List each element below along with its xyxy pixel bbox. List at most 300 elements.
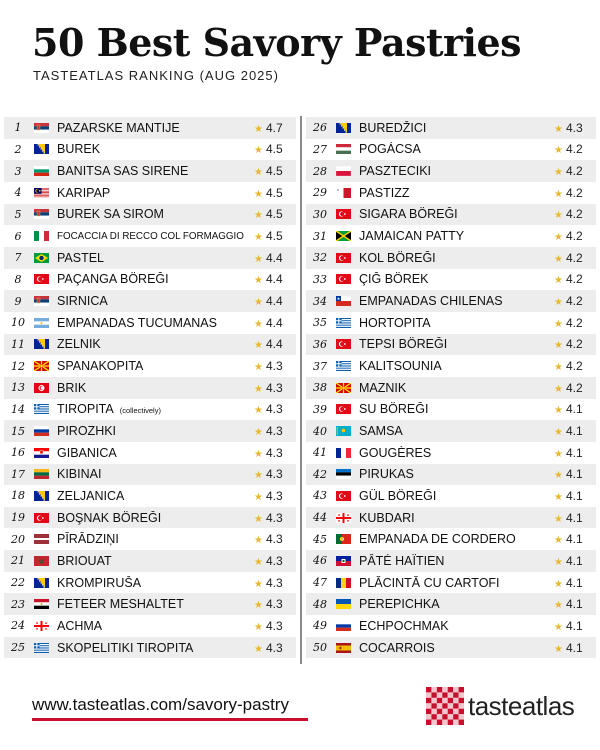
ranking-row[interactable] (306, 550, 596, 572)
rating-value: 4.3 (265, 424, 283, 439)
rank-number: 29 (313, 186, 327, 200)
ranking-row[interactable] (4, 139, 296, 161)
rating (554, 121, 596, 135)
pastry-name[interactable] (359, 207, 554, 221)
rank-number: 33 (313, 272, 327, 286)
greece-flag-icon (34, 404, 49, 414)
rank-number: 1 (14, 121, 22, 135)
rating (254, 142, 296, 156)
star-icon: ★ (554, 362, 563, 374)
bosnia-flag-icon (34, 339, 49, 349)
star-icon: ★ (554, 535, 563, 547)
star-icon: ★ (254, 188, 263, 200)
rank-number: 32 (313, 251, 327, 265)
rating (554, 186, 596, 200)
serbia-flag-icon (34, 123, 49, 133)
ranking-row[interactable] (4, 442, 296, 464)
rating-value: 4.2 (565, 250, 583, 265)
ranking-row[interactable] (306, 528, 596, 550)
ranking-row[interactable] (4, 377, 296, 399)
pastry-name[interactable] (359, 121, 554, 135)
ranking-row[interactable] (4, 550, 296, 572)
pastry-name-text: KROMPIRUŠA (57, 575, 142, 590)
ranking-row[interactable] (306, 442, 596, 464)
rank-number: 49 (313, 619, 327, 633)
rating-value: 4.3 (265, 488, 283, 503)
pastry-name-text: BUREK (57, 142, 101, 157)
pastry-name-text: JAMAICAN PATTY (359, 229, 465, 244)
pastry-name[interactable] (359, 489, 554, 503)
pastry-name[interactable] (57, 554, 254, 568)
pastry-name[interactable] (57, 619, 254, 633)
pastry-name[interactable] (57, 121, 254, 135)
rating-value: 4.4 (265, 250, 283, 265)
hungary-flag-icon (336, 144, 351, 154)
rating (554, 554, 596, 568)
rating (554, 359, 596, 373)
turkey-flag-icon (336, 274, 351, 284)
ranking-row[interactable] (306, 377, 596, 399)
star-icon: ★ (254, 513, 263, 525)
pastry-name-text: EMPANADAS CHILENAS (359, 294, 503, 309)
rating (554, 142, 596, 156)
italy-flag-icon (34, 231, 49, 241)
ranking-row[interactable] (4, 117, 296, 139)
pastry-name[interactable] (57, 207, 254, 221)
pastry-name-text: EMPANADA DE CORDERO (359, 532, 516, 547)
pastry-name[interactable] (57, 641, 254, 655)
rank-number: 14 (11, 402, 25, 416)
rating-value: 4.4 (265, 315, 283, 330)
ranking-row[interactable] (306, 269, 596, 291)
pastry-name[interactable] (359, 337, 554, 351)
rank-number: 7 (14, 251, 22, 265)
pastry-name-text: HORTOPITA (359, 315, 431, 330)
star-icon: ★ (554, 405, 563, 417)
rank-number: 12 (11, 359, 25, 373)
pastry-name[interactable] (359, 576, 554, 590)
rank-number: 30 (313, 207, 327, 221)
ranking-row[interactable] (4, 182, 296, 204)
pastry-name[interactable] (359, 402, 554, 416)
rating (554, 316, 596, 330)
pastry-name-text: SIGARA BÖREĞI (359, 207, 458, 222)
pastry-name[interactable] (57, 381, 254, 395)
star-icon: ★ (254, 297, 263, 309)
rating-value: 4.1 (565, 402, 583, 417)
footer-underline (32, 718, 308, 721)
pastry-name[interactable] (57, 402, 254, 416)
rating (554, 424, 596, 438)
rating-value: 4.2 (565, 294, 583, 309)
pastry-name-text: PASTEL (57, 250, 105, 265)
ranking-row[interactable] (4, 312, 296, 334)
pastry-name-text: EMPANADAS TUCUMANAS (57, 315, 217, 330)
rank-number: 47 (313, 576, 327, 590)
pastry-name[interactable] (359, 467, 554, 481)
georgia-flag-icon (336, 513, 351, 523)
ranking-row[interactable] (4, 160, 296, 182)
ranking-row[interactable] (4, 572, 296, 594)
rating (254, 229, 296, 243)
pastry-name[interactable] (57, 511, 254, 525)
pastry-name-text: PASZTECIKI (359, 164, 432, 179)
rank-number: 48 (313, 597, 327, 611)
pastry-name[interactable] (57, 272, 254, 286)
ranking-row[interactable] (306, 160, 596, 182)
rank-number: 20 (11, 532, 25, 546)
ranking-row[interactable] (306, 204, 596, 226)
rank-number: 16 (11, 446, 25, 460)
star-icon: ★ (254, 556, 263, 568)
pastry-name-text: TIROPITA (57, 402, 114, 417)
turkey-flag-icon (336, 404, 351, 414)
russia-flag-icon (34, 426, 49, 436)
pastry-name[interactable] (359, 142, 554, 156)
pastry-name[interactable] (57, 337, 254, 351)
rating-value: 4.2 (565, 164, 583, 179)
turkey-flag-icon (336, 339, 351, 349)
rank-number: 2 (14, 142, 22, 156)
ranking-row[interactable] (306, 355, 596, 377)
rating-value: 4.1 (565, 510, 583, 525)
ranking-row[interactable] (306, 507, 596, 529)
rating (554, 511, 596, 525)
rating-value: 4.2 (565, 380, 583, 395)
rating (254, 489, 296, 503)
pastry-name[interactable] (57, 446, 254, 460)
pastry-name-text: ACHMA (57, 618, 103, 633)
rating (554, 532, 596, 546)
pastry-name-text: GIBANICA (57, 445, 117, 460)
pastry-name-text: BRIK (57, 380, 87, 395)
pastry-name[interactable] (57, 532, 254, 546)
star-icon: ★ (554, 643, 563, 655)
rating (554, 467, 596, 481)
star-icon: ★ (554, 253, 563, 265)
pastry-name[interactable] (57, 164, 254, 178)
pastry-name[interactable] (359, 619, 554, 633)
star-icon: ★ (254, 275, 263, 287)
morocco-flag-icon (34, 556, 49, 566)
star-icon: ★ (254, 318, 263, 330)
star-icon: ★ (554, 297, 563, 309)
greece-flag-icon (336, 361, 351, 371)
malaysia-flag-icon (34, 188, 49, 198)
portugal-flag-icon (336, 534, 351, 544)
pastry-name[interactable] (57, 489, 254, 503)
rating (254, 121, 296, 135)
rank-number: 10 (11, 316, 25, 330)
rating (554, 251, 596, 265)
ranking-row[interactable] (306, 225, 596, 247)
star-icon: ★ (554, 491, 563, 503)
star-icon: ★ (554, 340, 563, 352)
pastry-name[interactable] (57, 186, 254, 200)
rating (554, 619, 596, 633)
pastry-name-text: FETEER MESHALTET (57, 597, 184, 612)
turkey-flag-icon (34, 274, 49, 284)
pastry-name-text: PAZARSKE MANTIJE (57, 120, 180, 135)
ranking-row[interactable] (4, 464, 296, 486)
ranking-row[interactable] (306, 485, 596, 507)
star-icon: ★ (254, 427, 263, 439)
ranking-row[interactable] (306, 290, 596, 312)
ranking-row[interactable] (4, 269, 296, 291)
star-icon: ★ (254, 167, 263, 179)
pastry-name-text: KUBDARI (359, 510, 415, 525)
pastry-name-text: PIROZHKI (57, 424, 117, 439)
star-icon: ★ (254, 383, 263, 395)
star-icon: ★ (554, 600, 563, 612)
pastry-name-text: BUREK SA SIROM (57, 207, 164, 222)
ranking-row[interactable] (4, 485, 296, 507)
ranking-row[interactable] (306, 117, 596, 139)
rating-value: 4.4 (265, 337, 283, 352)
pastry-name[interactable] (57, 294, 254, 308)
pastry-name[interactable] (57, 316, 254, 330)
pastry-name-text: SIRNICA (57, 294, 108, 309)
poland-flag-icon (336, 166, 351, 176)
pastry-name[interactable] (359, 272, 554, 286)
ranking-row[interactable] (4, 204, 296, 226)
rank-number: 44 (313, 511, 327, 525)
rank-number: 27 (313, 142, 327, 156)
ranking-column-left (4, 117, 296, 658)
rating (554, 164, 596, 178)
pastry-name[interactable] (359, 446, 554, 460)
pastry-name[interactable] (57, 142, 254, 156)
turkey-flag-icon (336, 209, 351, 219)
ranking-row[interactable] (306, 334, 596, 356)
turkey-flag-icon (34, 513, 49, 523)
rank-number: 5 (14, 207, 22, 221)
rank-number: 18 (11, 489, 25, 503)
spain-flag-icon (336, 643, 351, 653)
ranking-row[interactable] (306, 593, 596, 615)
rank-number: 19 (11, 511, 25, 525)
rating-value: 4.1 (565, 640, 583, 655)
rating (554, 446, 596, 460)
pastry-name[interactable] (359, 316, 554, 330)
ranking-row[interactable] (4, 355, 296, 377)
pastry-name[interactable] (359, 251, 554, 265)
page-title: 50 Best Savory Pastries (32, 20, 522, 65)
rank-number: 42 (313, 467, 327, 481)
pastry-name-text: COCARROIS (359, 640, 435, 655)
pastry-name-text: SAMSA (359, 424, 403, 439)
rating-value: 4.3 (265, 575, 283, 590)
rating-value: 4.1 (565, 618, 583, 633)
rating-value: 4.2 (565, 142, 583, 157)
ranking-row[interactable] (4, 637, 296, 659)
ranking-row[interactable] (306, 312, 596, 334)
star-icon: ★ (254, 578, 263, 590)
pastry-name[interactable] (359, 424, 554, 438)
ranking-row[interactable] (4, 507, 296, 529)
star-icon: ★ (554, 578, 563, 590)
rank-number: 3 (14, 164, 22, 178)
france-flag-icon (336, 448, 351, 458)
bulgaria-flag-icon (34, 166, 49, 176)
macedonia-flag-icon (34, 361, 49, 371)
rating-value: 4.3 (265, 597, 283, 612)
star-icon: ★ (554, 167, 563, 179)
rating (254, 554, 296, 568)
pastry-name-text: SU BÖREĞI (359, 402, 429, 417)
pastry-name-text: BRIOUAT (57, 553, 112, 568)
rank-number: 40 (313, 424, 327, 438)
kazakhstan-flag-icon (336, 426, 351, 436)
pastry-name-text: PEREPICHKA (359, 597, 440, 612)
star-icon: ★ (254, 123, 263, 135)
pastry-name[interactable] (359, 597, 554, 611)
ranking-row[interactable] (306, 399, 596, 421)
rating (554, 402, 596, 416)
latvia-flag-icon (34, 534, 49, 544)
rating-value: 4.3 (565, 120, 583, 135)
star-icon: ★ (254, 210, 263, 222)
ranking-row[interactable] (4, 420, 296, 442)
ranking-row[interactable] (4, 247, 296, 269)
rating (554, 597, 596, 611)
rating-value: 4.1 (565, 575, 583, 590)
pastry-name[interactable] (57, 231, 254, 242)
pastry-name[interactable] (359, 381, 554, 395)
serbia-flag-icon (34, 296, 49, 306)
rank-number: 8 (14, 272, 22, 286)
ranking-row[interactable] (306, 182, 596, 204)
rating (554, 207, 596, 221)
checkered-logo-icon (426, 687, 464, 725)
pastry-name[interactable] (359, 229, 554, 243)
ranking-column-right (306, 117, 596, 658)
ranking-row[interactable] (4, 334, 296, 356)
star-icon: ★ (554, 188, 563, 200)
pastry-name-text: FOCACCIA DI RECCO COL FORMAGGIO (57, 230, 244, 242)
ranking-row[interactable] (306, 139, 596, 161)
rating (254, 251, 296, 265)
rating-value: 4.3 (265, 510, 283, 525)
pastry-name[interactable] (57, 359, 254, 373)
rating (254, 381, 296, 395)
star-icon: ★ (254, 491, 263, 503)
ranking-row[interactable] (306, 247, 596, 269)
star-icon: ★ (254, 600, 263, 612)
footer-link[interactable]: www.tasteatlas.com/savory-pastry (32, 695, 289, 714)
rank-number: 28 (313, 164, 327, 178)
pastry-name[interactable] (57, 424, 254, 438)
ranking-row[interactable] (4, 225, 296, 247)
rank-number: 36 (313, 337, 327, 351)
rating-value: 4.2 (565, 185, 583, 200)
rating-value: 4.3 (265, 553, 283, 568)
pastry-name-text: BOŞNAK BÖREĞI (57, 510, 162, 525)
star-icon: ★ (254, 253, 263, 265)
malta-flag-icon (336, 188, 351, 198)
star-icon: ★ (554, 556, 563, 568)
star-icon: ★ (554, 210, 563, 222)
star-icon: ★ (254, 145, 263, 157)
ranking-row[interactable] (306, 464, 596, 486)
pastry-name[interactable] (359, 164, 554, 178)
rating-value: 4.5 (265, 207, 283, 222)
pastry-name[interactable] (57, 597, 254, 611)
romania-flag-icon (336, 578, 351, 588)
rating-value: 4.2 (565, 207, 583, 222)
pastry-name[interactable] (359, 186, 554, 200)
ranking-row[interactable] (306, 572, 596, 594)
egypt-flag-icon (34, 599, 49, 609)
ranking-row[interactable] (4, 528, 296, 550)
croatia-flag-icon (34, 448, 49, 458)
bosnia-flag-icon (34, 144, 49, 154)
ranking-row[interactable] (4, 290, 296, 312)
greece-flag-icon (34, 643, 49, 653)
pastry-name[interactable] (57, 576, 254, 590)
star-icon: ★ (554, 448, 563, 460)
pastry-name[interactable] (57, 251, 254, 265)
pastry-name[interactable] (359, 359, 554, 373)
lithuania-flag-icon (34, 469, 49, 479)
rank-number: 25 (11, 641, 25, 655)
pastry-name-text: KOL BÖREĞI (359, 250, 436, 265)
pastry-name-text: ZELNIK (57, 337, 101, 352)
rating-value: 4.4 (265, 272, 283, 287)
rank-number: 21 (11, 554, 25, 568)
pastry-name[interactable] (359, 532, 554, 546)
pastry-name[interactable] (359, 641, 554, 655)
rank-number: 37 (313, 359, 327, 373)
pastry-name[interactable] (359, 554, 554, 568)
pastry-name-text: BANITSA SAS SIRENE (57, 164, 189, 179)
ranking-row[interactable] (4, 593, 296, 615)
ranking-row[interactable] (306, 637, 596, 659)
rank-number: 9 (14, 294, 22, 308)
rating-value: 4.2 (565, 229, 583, 244)
serbia-flag-icon (34, 209, 49, 219)
ranking-row[interactable] (4, 399, 296, 421)
ranking-row[interactable] (4, 615, 296, 637)
rank-number: 15 (11, 424, 25, 438)
pastry-name[interactable] (57, 467, 254, 481)
pastry-name-text: KIBINAI (57, 467, 102, 482)
rank-number: 13 (11, 381, 25, 395)
rating-value: 4.1 (565, 445, 583, 460)
ranking-row[interactable] (306, 615, 596, 637)
rating-value: 4.3 (265, 532, 283, 547)
rank-number: 41 (313, 446, 327, 460)
ranking-row[interactable] (306, 420, 596, 442)
tunisia-flag-icon (34, 383, 49, 393)
rating-value: 4.3 (265, 640, 283, 655)
rating (254, 316, 296, 330)
star-icon: ★ (254, 621, 263, 633)
pastry-name-text: SKOPELITIKI TIROPITA (57, 640, 194, 655)
rating-value: 4.1 (565, 532, 583, 547)
russia-flag-icon (336, 621, 351, 631)
rank-number: 45 (313, 532, 327, 546)
rating-value: 4.5 (265, 185, 283, 200)
rating-value: 4.3 (265, 402, 283, 417)
pastry-name-text: MAZNIK (359, 380, 407, 395)
pastry-name[interactable] (359, 511, 554, 525)
rating-value: 4.5 (265, 164, 283, 179)
haiti-flag-icon (336, 556, 351, 566)
star-icon: ★ (254, 535, 263, 547)
pastry-name[interactable] (359, 294, 554, 308)
chile-flag-icon (336, 296, 351, 306)
